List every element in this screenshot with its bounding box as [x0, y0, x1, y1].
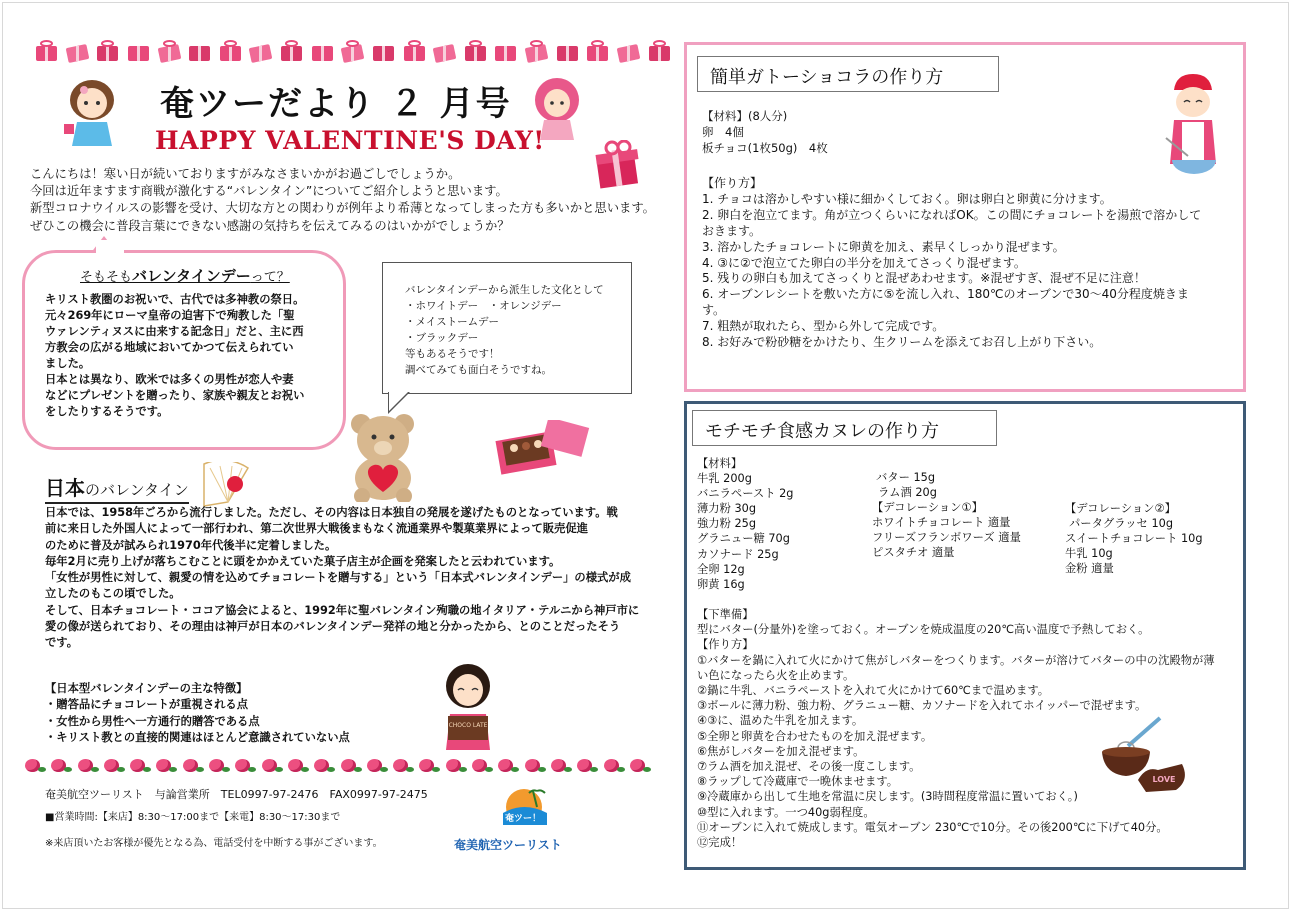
step-item: 8. お好みで粉砂糖をかけたり、生クリームを添えてお召し上がり下さい。	[702, 335, 1102, 350]
bubble-body	[45, 292, 330, 420]
gift-icon	[216, 40, 244, 62]
fan-illustration	[198, 462, 256, 510]
feature-item: ・キリスト教との直接的関連はほとんど意識されていない点	[45, 730, 350, 744]
japan-section-heading: 日本のバレンタイン	[45, 472, 189, 504]
step-item: 3. 溶かしたチョコレートに卵黄を加え、素早くしっかり混ぜます。	[702, 239, 1065, 254]
step-item: 5. 残りの卵白も加えてさっくりと混ぜあわせます。※混ぜすぎ、混ぜ不足に注意！	[702, 271, 1146, 286]
cake-label: LOVE	[1152, 775, 1176, 784]
rose-icon	[127, 757, 150, 775]
japan-line: 毎年2月に売り上げが落ちこむことに頭をかかえていた菓子店主が企画を発案したと云われています。	[45, 554, 561, 568]
gift-icon	[32, 40, 60, 62]
step-item: ③ボールに薄力粉、強力粉、グラニュー糖、カソナードを入れてホイッパーで混ぜます。	[697, 699, 1147, 713]
japan-line: 立したのもこの頃でした。	[45, 587, 181, 601]
japan-line: 愛の像が送られており、その理由は神戸が日本のバレンタインデー発祥の地と分かったから、とのことだったそう	[45, 620, 621, 634]
chocolate-box-illustration	[494, 420, 590, 476]
gift-icon	[491, 40, 519, 62]
gateau-materials: 【材料】(8人分) 卵 4個 板チョコ(1枚50g) 4枚	[702, 109, 828, 155]
chocolate-whisk-illustration	[1098, 712, 1192, 794]
step-item: ①バターを鍋に入れて火にかけて焦がしバターをつくります。バターが溶けてバターの中の沈殿物が薄	[697, 653, 1215, 667]
gift-icon	[155, 40, 183, 62]
gift-icon	[93, 40, 121, 62]
rose-icon	[522, 757, 545, 775]
canele-materials-col1: 【材料】 牛乳 200g バニラペースト 2g 薄力粉 30g 強力粉 25g グラニュー糖 70g カソナード 25g 全卵 12g 卵黄 16g	[697, 457, 794, 591]
footer-note: ※来店頂いたお客様が優先となる為、電話受付を中断する事がございます。	[45, 838, 383, 849]
bubble-title: そもそもバレンタインデーって？	[80, 267, 290, 285]
canele-steps: 【下準備】 型にバター(分量外)を塗っておく。オーブンを焼成温度の20℃高い温度で予熱しておく。 【作り方】 ①バターを鍋に入れて火にかけて焦がしバターをつくります。バターが溶けてバターの中の沈殿物が薄 い色になったら火を止めます。 ②鍋に牛乳、バニラペーストを入れて火にかけて60℃まで温めます。 ③ボールに薄力粉、強力粉、グラニュー糖、カソナードを入れてホイッパーで混ぜます。 ④③に、温めた牛乳を加えます。 ⑤全卵と卵黄を合わせたものを加え混ぜます。 ⑥焦がしバターを加え混ぜます。 ⑦ラム酒を加え混ぜ、その後一度こします。 ⑧ラップして冷蔵庫で一晩休ませます。 ⑨冷蔵庫から出して生地を常温に戻します。(3時間程度常温に置いておく。) ⑩型に入れます。一つ40g弱程度。 ⑪オーブンに入れて焼成します。電気オーブン 230℃で10分。その後200℃に下げて40分。 ⑫完成！	[697, 607, 1237, 850]
step-item: い色になったら火を止めます。	[697, 668, 855, 682]
step-item: ②鍋に牛乳、バニラペーストを入れて火にかけて60℃まで温めます。	[697, 684, 1050, 698]
rose-icon	[416, 757, 439, 775]
step-item: す。	[702, 303, 726, 318]
gift-icon	[583, 40, 611, 62]
canele-recipe-title: モチモチ食感カヌレの作り方	[692, 410, 997, 446]
material-item: 卵 4個	[702, 125, 744, 139]
rose-icon	[390, 757, 413, 775]
rose-icon	[548, 757, 571, 775]
bubble-line: 日本とは異なり、欧米では多くの男性が恋人や妻	[45, 373, 294, 386]
gift-icon	[246, 40, 274, 62]
step-item: ⑨冷蔵庫から出して生地を常温に戻します。(3時間程度常温に置いておく。)	[697, 790, 1078, 804]
logo-mark: 奄ツー！	[504, 814, 542, 824]
prep-text: 型にバター(分量外)を塗っておく。オーブンを焼成温度の20℃高い温度で予熱しておく。	[697, 623, 1150, 637]
intro-line: こんにちは！寒い日が続いておりますがみなさまいかがお過ごしでしょうか。	[30, 167, 461, 181]
step-item: ⑪オーブンに入れて焼成します。電気オーブン 230℃で10分。その後200℃に下げて40分。	[697, 820, 1168, 834]
derived-days-text: バレンタインデーから派生した文化として ・ホワイトデー ・オレンジデー ・メイストームデー ・ブラックデー 等もあるそうです！ 調べてみても面白そうですね。	[405, 284, 604, 376]
rose-icon	[469, 757, 492, 775]
rose-icon	[232, 757, 255, 775]
step-item: ⑧ラップして冷蔵庫で一晩休ませます。	[697, 775, 899, 789]
step-item: ⑦ラム酒を加え混ぜ、その後一度こします。	[697, 760, 921, 774]
intro-text	[30, 166, 680, 235]
rose-icon	[206, 757, 229, 775]
rose-icon	[601, 757, 624, 775]
rose-icon	[180, 757, 203, 775]
company-logo-name: 奄美航空ツーリスト	[454, 838, 562, 852]
step-item: 6. オーブンレシートを敷いた方に⑤を流し入れ、180℃のオーブンで30～40分程度焼きま	[702, 287, 1189, 302]
gift-icon	[338, 40, 366, 62]
gift-icon	[124, 40, 152, 62]
step-item: 7. 粗熱が取れたら、型から外して完成です。	[702, 319, 945, 334]
step-item: ⑫完成！	[697, 836, 743, 850]
rose-icon	[259, 757, 282, 775]
bubble-line: キリスト教圏のお祝いで、古代では多神教の祭日。	[45, 293, 305, 306]
step-item: ④③に、温めた牛乳を加えます。	[697, 714, 864, 728]
japan-line: のために普及が試みられ1970年代後半に定着しました。	[45, 538, 337, 552]
bubble-line: 方教会の広がる地域においてかつて伝えられてい	[45, 341, 294, 354]
features-list	[45, 681, 350, 746]
gift-icon	[522, 40, 550, 62]
gift-icon	[369, 40, 397, 62]
intro-line: 新型コロナウイルスの影響を受け、大切な方との関わりが例年より希薄となってしまった方も多いかと思います。	[30, 201, 655, 216]
gift-icon	[430, 40, 458, 62]
step-item: 4. ③に②で泡立てた卵白の半分を加えてさっくり混ぜます。	[702, 255, 1026, 270]
features-title: 【日本型バレンタインデーの主な特徴】	[45, 682, 248, 695]
japan-line: です。	[45, 636, 78, 650]
rose-icon	[627, 757, 650, 775]
gift-icon	[277, 40, 305, 62]
gift-icon	[461, 40, 489, 62]
rose-icon	[443, 757, 466, 775]
girl-illustration	[62, 78, 124, 148]
business-hours: ■営業時間:【来店】8:30～17:00まで【来電】8:30～17:30まで	[45, 812, 341, 823]
chef-illustration	[1158, 72, 1228, 188]
step-item: 1. チョコは溶かしやすい様に細かくしておく。卵は卵白と卵黄に分けます。	[702, 191, 1112, 206]
rose-icon	[495, 757, 518, 775]
rose-icon	[574, 757, 597, 775]
canele-materials-col2: バター 15g ラム酒 20g 【デコレーション①】 ホワイトチョコレート 適量 フリーズフランボワーズ 適量 ピスタチオ 適量	[872, 471, 1021, 560]
bubble-line: 元々269年にローマ皇帝の迫害下で殉教した「聖	[45, 309, 295, 322]
rose-icon	[153, 757, 176, 775]
gift-icon	[308, 40, 336, 62]
bubble-line: などにプレゼントを贈ったり、家族や親友とお祝い	[45, 389, 305, 402]
page-subtitle: HAPPY VALENTINE'S DAY!	[155, 126, 545, 155]
gift-icon	[614, 40, 642, 62]
material-item: 板チョコ(1枚50g) 4枚	[702, 141, 828, 155]
rose-icon	[48, 757, 71, 775]
intro-line: 今回は近年ますます商戦が激化する“バレンタイン”についてご紹介しようと思います。	[30, 184, 508, 199]
canele-materials-col3: 【デコレーション②】 パータグラッセ 10g スイートチョコレート 10g 牛乳 10g 金粉 適量	[1065, 502, 1203, 576]
company-logo	[497, 787, 552, 831]
page-title: 奄ツーだより ２ 月号	[160, 84, 512, 124]
chocolate-label: CHOCO LATE	[448, 722, 488, 729]
company-info: 奄美航空ツーリスト 与論営業所 TEL0997-97-2476 FAX0997-97-2475	[45, 788, 428, 801]
feature-item: ・女性から男性へ一方通行的贈答である点	[45, 714, 260, 728]
gift-border	[32, 40, 672, 66]
rose-icon	[75, 757, 98, 775]
japan-line: そして、日本チョコレート・ココア協会によると、1992年に聖バレンタイン殉職の地イタリア・テルニから神戸市に	[45, 603, 640, 617]
step-item: ⑥焦がしバターを加え混ぜます。	[697, 744, 865, 758]
step-item: ⑤全卵と卵黄を合わせたものを加え混ぜます。	[697, 729, 933, 743]
japan-body	[45, 505, 660, 652]
step-item: 2. 卵白を泡立てます。角が立つくらいになればOK。この間にチョコレートを湯煎で溶かして	[702, 207, 1202, 222]
feature-item: ・贈答品にチョコレートが重視される点	[45, 698, 249, 712]
rose-icon	[101, 757, 124, 775]
rose-border	[22, 757, 650, 779]
gift-icon	[185, 40, 213, 62]
gift-icon	[553, 40, 581, 62]
step-item: ⑩型に入れます。一つ40g弱程度。	[697, 805, 875, 819]
bubble-line: ました。	[45, 357, 91, 370]
japan-line: 前に来日した外国人によって一部行われ、第二次世界大戦後まもなく流通業界や製菓業界によって販売促進	[45, 522, 588, 536]
gateau-recipe-title: 簡単ガトーショコラの作り方	[697, 56, 999, 92]
gift-icon	[63, 40, 91, 62]
gateau-steps: 【作り方】 1. チョコは溶かしやすい様に細かくしておく。卵は卵白と卵黄に分けます。 2. 卵白を泡立てます。角が立つくらいになればOK。この間にチョコレートを湯煎で溶かして おきます。 3. 溶かしたチョコレートに卵黄を加え、素早くしっかり混ぜます。 4. ③に②で泡立てた卵白の半分を加えてさっくり混ぜます。 5. 残りの卵白も加えてさっくりと混ぜあわせます。※混ぜすぎ、混ぜ不足に注意！ 6. オーブンレシートを敷いた方に⑤を流し入れ、180℃のオーブンで30～40分程度焼きま す。 7. 粗熱が取れたら、型から外して完成です。 8. お好みで粉砂糖をかけたり、生クリームを添えてお召し上がり下さい。	[702, 176, 1232, 351]
teddy-bear-illustration	[346, 410, 420, 502]
intro-line: ぜひこの機会に普段言葉にできない感謝の気持ちを伝えてみるのはいかがでしょうか？	[30, 218, 510, 233]
rose-icon	[338, 757, 361, 775]
bubble-line: ウァレンティヌスに由来する記念日」だと、主に西	[45, 325, 304, 338]
japan-line: 日本では、1958年ごろから流行しました。ただし、その内容は日本独自の発展を遂げたものとなっています。戦	[45, 506, 618, 519]
girl-with-chocolate-illustration	[436, 662, 500, 750]
rose-icon	[364, 757, 387, 775]
bubble-line: をしたりするそうです。	[45, 405, 169, 418]
rose-icon	[22, 757, 45, 775]
gift-icon	[400, 40, 428, 62]
japan-line: 「女性が男性に対して、親愛の情を込めてチョコレートを贈与する」という「日本式バレンタインデー」の様式が成	[45, 571, 631, 585]
rose-icon	[311, 757, 334, 775]
gift-icon	[645, 40, 673, 62]
rose-icon	[285, 757, 308, 775]
step-item: おきます。	[702, 223, 762, 238]
